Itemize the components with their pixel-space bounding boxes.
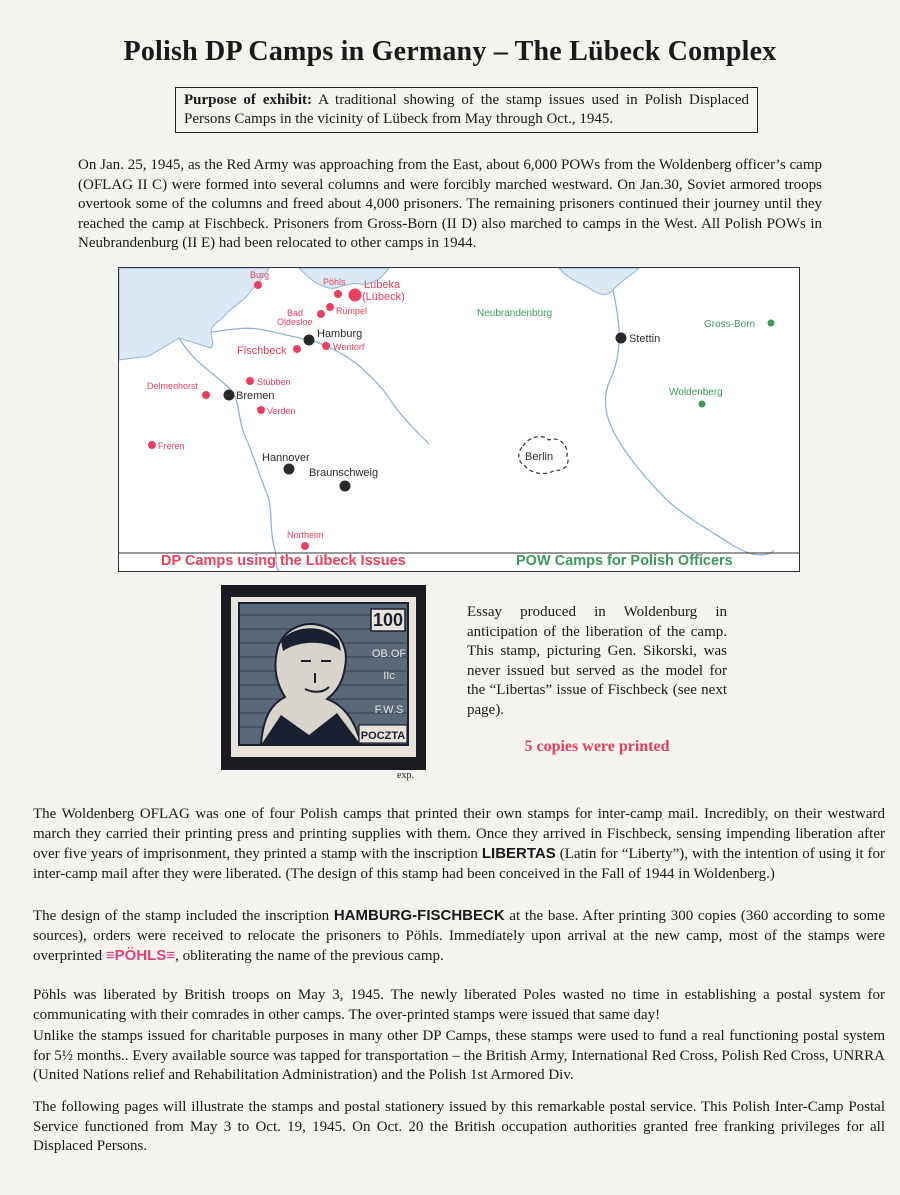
libertas-inscription: LIBERTAS bbox=[481, 845, 556, 862]
stamp-value: 100 bbox=[372, 610, 404, 630]
p1-text-c: (Latin for “Liberty”), with the intention of using it for inter-camp mail after they were liberated. (The design of this stamp had been conceived in the Fall of 1944 in Woldenberg.) bbox=[33, 846, 885, 882]
p2-text-a: The design of the stamp included the inscription bbox=[33, 908, 334, 924]
label-neubrandenburg: Neubrandenburg bbox=[477, 308, 553, 319]
purpose-box bbox=[175, 87, 758, 133]
stettin-lagoon bbox=[559, 268, 639, 294]
label-oldesloe: Oldesloe bbox=[277, 317, 313, 327]
label-woldenberg: Woldenberg bbox=[669, 387, 723, 398]
p1-text-a: The Woldenberg OFLAG was one of four Polish camps that printed their own stamps for inter-camp mail. Incredibly, on their westward march they carried their printing press and printing supplies with them. Once they arrived in Fischbeck, sensing impending liberation after over five years of imprisonment, they printed a stamp with the inscription bbox=[33, 806, 885, 862]
camp-fischbeck-marker bbox=[293, 345, 301, 353]
paragraph-design bbox=[33, 906, 885, 967]
label-grossborn: Gross-Born bbox=[704, 319, 756, 330]
p2-text-e: , obliterating the name of the previous camp. bbox=[175, 948, 444, 964]
intro-paragraph: On Jan. 25, 1945, as the Red Army was approaching from the East, about 6,000 POWs from the Woldenberg officer’s camp (OFLAG II C) were formed into several columns and were forcibly marched westward. On Jan.30, Soviet armored troops overtook some of the columns and freed about 4,000 prisoners. The remaining prisoners continued their journey until they reached the camp at Fischbeck. Prisoners from Gross-Born (II D) also marched to camps in the West. All Polish POWs in Neubrandenburg (II E) had been relocated to other camps in 1944. bbox=[78, 157, 822, 251]
stamp-essay-image bbox=[221, 585, 426, 770]
city-stettin-marker bbox=[616, 333, 627, 344]
paragraph-postal-system: Unlike the stamps issued for charitable purposes in many other DP Camps, these stamps were used to fund a real functioning postal system for 5½ months.. Every available source was tapped for transportation – the British Army, International Red Cross, Polish Red Cross, UNRRA (United Nations relief and Rehabilitation Administration) and the Polish 1st Armored Div. bbox=[33, 1028, 885, 1083]
label-hannover: Hannover bbox=[262, 452, 310, 464]
purpose-text: A traditional showing of the stamp issues used in Polish Displaced Persons Camps in the vicinity of Lübeck from May through Oct., 1945. bbox=[184, 92, 749, 127]
camp-pohls-marker bbox=[334, 290, 342, 298]
label-bad: Bad bbox=[287, 308, 304, 318]
label-lubeck: (Lübeck) bbox=[362, 291, 405, 303]
stamp-bottom-text: POCZTA bbox=[360, 730, 406, 742]
camp-northeim-marker bbox=[301, 542, 309, 550]
city-hannover-marker bbox=[284, 464, 295, 475]
label-fischbeck: Fischbeck bbox=[237, 345, 287, 357]
camp-delmenhorst-marker bbox=[202, 391, 210, 399]
paragraph-woldenberg bbox=[33, 805, 885, 884]
camp-lubeck-marker bbox=[349, 289, 362, 302]
label-stettin: Stettin bbox=[629, 333, 661, 345]
label-burg: Burg bbox=[250, 270, 270, 280]
stamp-note: exp. bbox=[397, 770, 414, 781]
city-braunschweig-marker bbox=[340, 481, 351, 492]
p2-text-c: at the base. After printing 300 copies (360 according to some sources), orders were received to relocate the prisoners to Pöhls. Immediately upon arrival at the new camp, most of the stamps were overprinted bbox=[33, 908, 885, 964]
camp-grossborn-marker bbox=[768, 320, 775, 327]
camp-freren-marker bbox=[148, 441, 156, 449]
map-graphic bbox=[119, 268, 799, 571]
city-bremen-marker bbox=[224, 390, 235, 401]
label-verden: Verden bbox=[267, 406, 296, 416]
camp-stubben-marker bbox=[246, 377, 254, 385]
label-lubeka: Lubeka bbox=[364, 279, 401, 291]
label-wentorf: Wentorf bbox=[333, 342, 365, 352]
label-delmenhorst: Delmenhorst bbox=[147, 381, 199, 391]
label-stubben: Stübben bbox=[257, 377, 291, 387]
map bbox=[118, 267, 800, 572]
purpose-label: Purpose of exhibit: bbox=[184, 92, 313, 108]
label-rumpel: Rümpel bbox=[336, 306, 368, 316]
essay-description: Essay produced in Woldenburg in anticipation of the liberation of the camp. This stamp, picturing Gen. Sikorski, was never issued but served as the model for the “Libertas” issue of Fischbeck (see next page). bbox=[467, 604, 727, 718]
label-braunschweig: Braunschweig bbox=[309, 467, 379, 479]
page-title: Polish DP Camps in Germany – The Lübeck Complex bbox=[123, 36, 777, 67]
label-hamburg: Hamburg bbox=[317, 328, 363, 340]
stamp-overprint-3: F.W.S bbox=[374, 704, 404, 716]
label-northeim: Northeim bbox=[287, 530, 324, 540]
camp-woldenberg-marker bbox=[699, 401, 706, 408]
city-hamburg-marker bbox=[304, 335, 315, 346]
copies-note: 5 copies were printed bbox=[524, 738, 670, 755]
camp-rumpel-marker bbox=[326, 303, 334, 311]
label-freren: Freren bbox=[158, 441, 185, 451]
camp-burg-marker bbox=[254, 281, 262, 289]
camp-oldesloe-marker bbox=[317, 310, 325, 318]
paragraph-liberation: Pöhls was liberated by British troops on May 3, 1945. The newly liberated Poles wasted no time in establishing a postal system for communicating with their comrades in other camps. The over-printed stamps were issued that same day! bbox=[33, 987, 885, 1023]
paragraph-following-pages: The following pages will illustrate the stamps and postal stationery issued by this remarkable postal service. This Polish Inter-Camp Postal Service functioned from May 3 to Oct. 19, 1945. On Oct. 20 the British occupation authorities granted free franking privileges for all Displaced Persons. bbox=[33, 1099, 885, 1154]
stamp-overprint-2: IIc bbox=[383, 670, 395, 682]
map-caption-pow: POW Camps for Polish Officers bbox=[516, 553, 733, 569]
pohls-overprint: ≡PÖHLS≡ bbox=[105, 947, 176, 964]
label-pohls: Pöhls bbox=[323, 277, 346, 287]
stamp-overprint-1: OB.OF bbox=[371, 648, 407, 660]
camp-verden-marker bbox=[257, 406, 265, 414]
map-caption-dp: DP Camps using the Lübeck Issues bbox=[161, 553, 406, 569]
hamburg-fischbeck-inscription: HAMBURG-FISCHBECK bbox=[333, 907, 505, 924]
label-bremen: Bremen bbox=[236, 390, 275, 402]
label-berlin: Berlin bbox=[525, 451, 554, 463]
camp-wentorf-marker bbox=[322, 342, 330, 350]
